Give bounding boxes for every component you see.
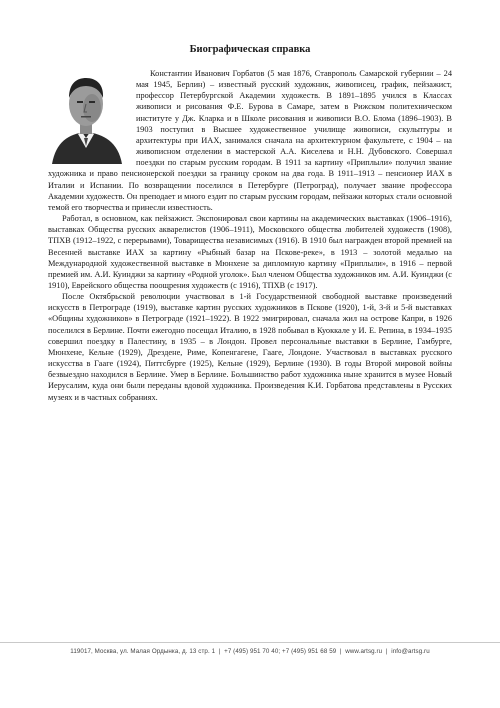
biography-paragraph-1: Константин Иванович Горбатов (5 мая 1876, Ставрополь Самарской губернии – 24 мая 1945, Берлин) – известный русский художник, живописец, график, пейзажист, профессор Петербургской Академии художеств. В 1891–1895 учился в Классах живописи и рисования Ф.Е. Бурова в Самаре, затем в Рижском политехническом институте у Дж. Кларка и в Школе рисования и живописи В.О. Бломa (1896–1903). В 1903 поступил в Высшее художественное училище живописи, скульптуры и архитектуры при ИАХ, занимался сначала на архитектурном факультете, с 1904 – на живописном отделении в мастерской А.А. Киселева и Н.Н. Дубовского. Совершал поездки по старым русским городам. В 1911 за картину «Приплыли» получил звание художника и право пенсионерской поездки за границу сроком на два года. В 1911–1913 – пенсионер ИАХ в Италии и Испании. По возвращении поселился в Петербурге (Петроград), получает звание профессора Академии художеств. Он преподает и много ездит по старым русским городам, пейзажи которых стали основной темой его творчества и принесли известность. (48, 69, 452, 212)
footer-website[interactable]: www.artsg.ru (345, 648, 383, 655)
footer-email[interactable]: info@artsg.ru (391, 648, 430, 655)
footer-divider (0, 642, 500, 643)
document-heading: Биографическая справка (189, 44, 311, 55)
biography-paragraph-3: После Октябрьской революции участвовал в 1-й Государственной свободной выставке произведений искусств в Петрограде (1919), выставке картин русских художников в Пскове (1920), 1-й, 3-й и 5-й выставках «Общины художников» в Петрограде (1921–1922). В 1922 эмигрировал, сначала жил на острове Капри, в 1926 поселился в Берлине. Почти ежегодно посещал Италию, в 1928 побывал в Куоккале у И. Е. Репина, в 1934–1935 совершил поездку в Палестину, в 1935 – в Лондон. Провел персональные выставки в Берлине, Гамбурге, Мюнхене, Кельне (1929), Дрездене, Риме, Копенгагене, Гааге, Лондоне. Участвовал в выставках русского искусства в Гааге (1924), Питтсбурге (1925), Кельне (1929), Берлине (1930). В годы Второй мировой войны безвыездно находился в Берлине. Умер в Берлине. Большинство работ художника ныне хранится в музее Новый Иерусалим, куда они были переданы вдовой художника. Произведения К.И. Горбатова представлены в Русских музеях и в частных собраниях. (48, 292, 452, 402)
portrait-photo (48, 68, 124, 164)
biography-paragraph-2: Работал, в основном, как пейзажист. Экспонировал свои картины на академических выставках (1906–1916), выставках Общества русских акварелистов (1906–1911), Московского общества любителей художеств (1908), ТПХВ (1912–1922, с перерывами), Товарищества независимых (1916). В 1910 был награжден второй премией на Весенней выставке ИАХ за картину «Рыбный базар на Псковe-реке», в 1913 – золотой медалью на Международной художественной выставке в Мюнхене за дипломную картину «Приплыли», в 1916 – первой премией им. А.И. Куинджи за картину «Родной уголок». Был членом Общества художников им. А.И. Куинджи (с 1910), Еврейского общества поощрения художеств (с 1916), ТПХВ (с 1917). (48, 214, 452, 290)
page-footer: 119017, Москва, ул. Малая Ордынка, д. 13 стр. 1 | +7 (495) 951 70 40; +7 (495) 951 68 59 | www.artsg.ru | info@artsg.ru (70, 648, 430, 655)
footer-phones: +7 (495) 951 70 40; +7 (495) 951 68 59 (224, 648, 337, 655)
footer-address: 119017, Москва, ул. Малая Ордынка, д. 13 стр. 1 (70, 648, 216, 655)
